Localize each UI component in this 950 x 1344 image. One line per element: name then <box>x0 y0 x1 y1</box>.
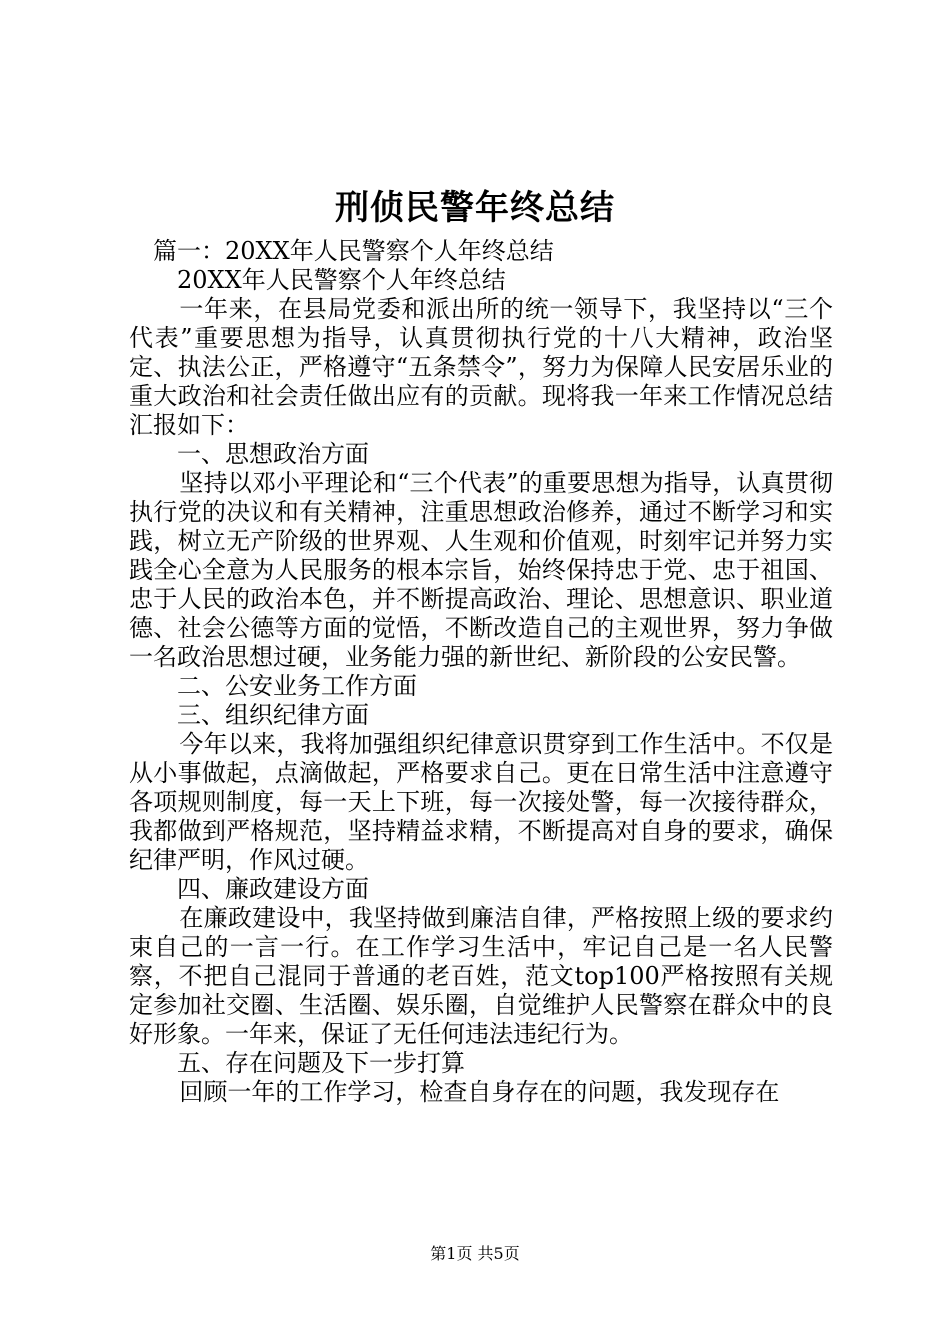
paragraph-discipline: 今年以来，我将加强组织纪律意识贯穿到工作生活中。不仅是从小事做起，点滴做起，严格要求自己。更在日常生活中注意遵守各项规则制度，每一天上下班，每一次接处警，每一次接待群众，我都做到严格规范，坚持精益求精，不断提高对自身的要求，确保纪律严明，作风过硬。 <box>129 730 833 874</box>
section-heading-integrity: 四、廉政建设方面 <box>177 875 369 903</box>
section-heading-police-work: 二、公安业务工作方面 <box>177 672 417 700</box>
paragraph-intro: 一年来，在县局党委和派出所的统一领导下，我坚持以“三个代表”重要思想为指导，认真贯彻执行党的十八大精神，政治坚定、执法公正，严格遵守“五条禁令”，努力为保障人民安居乐业的重大政治和社会责任做出应有的贡献。现将我一年来工作情况总结汇报如下： <box>129 295 833 439</box>
document-title: 刑侦民警年终总结 <box>335 188 615 228</box>
document-body <box>129 237 833 1107</box>
paragraph-ideology: 坚持以邓小平理论和“三个代表”的重要思想为指导，认真贯彻执行党的决议和有关精神，注重思想政治修养，通过不断学习和实践，树立无产阶级的世界观、人生观和价值观，时刻牢记并努力实践全心全意为人民服务的根本宗旨，始终保持忠于党、忠于祖国、忠于人民的政治本色，并不断提高政治、理论、思想意识、职业道德、社会公德等方面的觉悟，不断改造自己的主观世界，努力争做一名政治思想过硬，业务能力强的新世纪、新阶段的公安民警。 <box>129 469 833 671</box>
paragraph-problems: 回顾一年的工作学习，检查自身存在的问题，我发现存在 <box>179 1078 780 1106</box>
page-number-footer: 第1页 共5页 <box>430 1244 520 1263</box>
section-heading-ideology: 一、思想政治方面 <box>177 440 369 468</box>
paragraph-integrity: 在廉政建设中，我坚持做到廉洁自律，严格按照上级的要求约束自己的一言一行。在工作学习生活中，牢记自己是一名人民警察，不把自己混同于普通的老百姓，范文top100严格按照有关规定参加社交圈、生活圈、娱乐圈，自觉维护人民警察在群众中的良好形象。一年来，保证了无任何违法违纪行为。 <box>129 904 833 1048</box>
section-heading-discipline: 三、组织纪律方面 <box>177 701 369 729</box>
paragraph-subtitle: 20XX年人民警察个人年终总结 <box>177 266 506 294</box>
section-heading-problems: 五、存在问题及下一步打算 <box>177 1049 465 1077</box>
paragraph-series-heading: 篇一：20XX年人民警察个人年终总结 <box>153 237 554 265</box>
